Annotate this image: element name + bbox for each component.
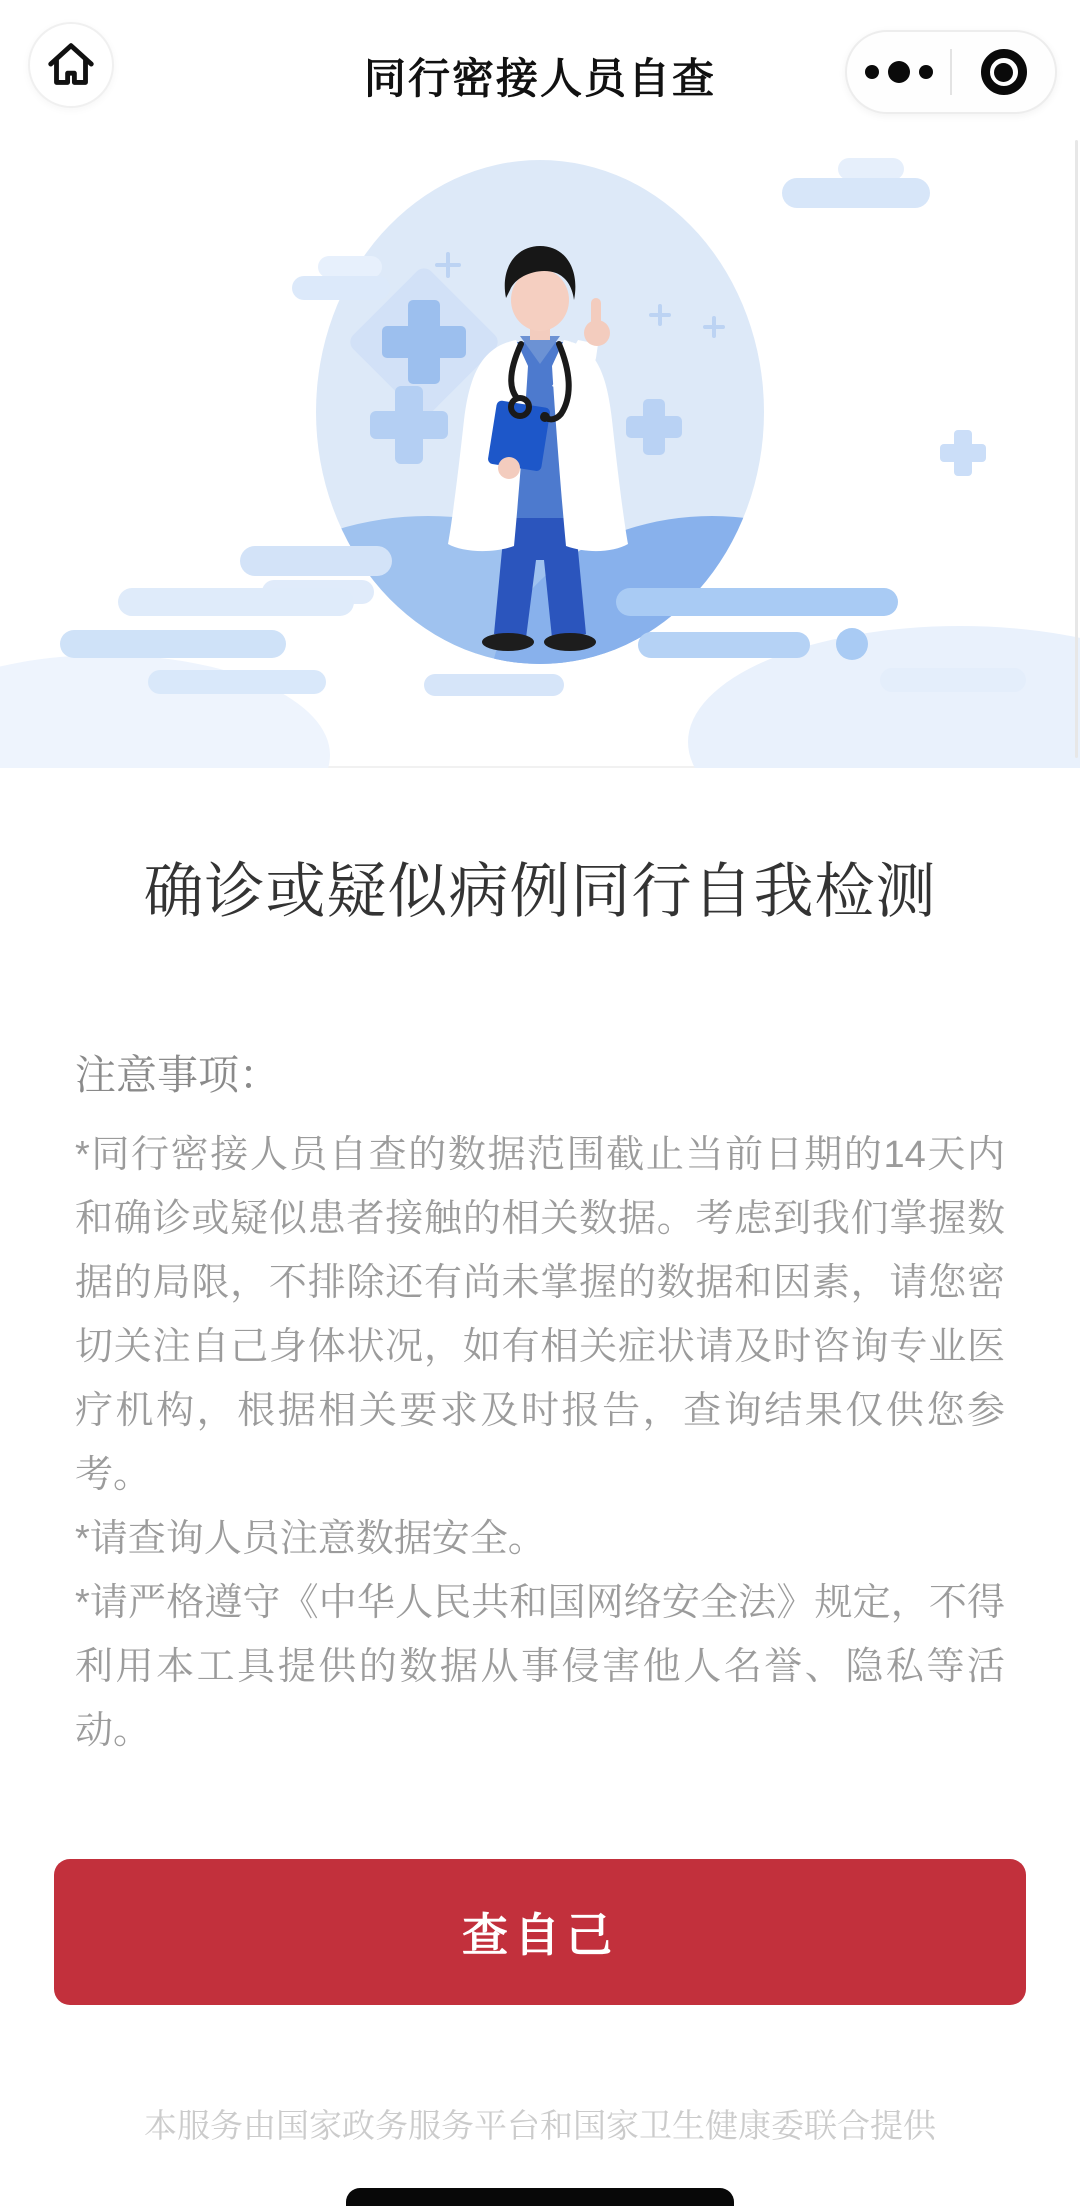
- page-header-title: 同行密接人员自查: [363, 55, 716, 102]
- bottom-black-bar: [346, 2188, 734, 2206]
- navigation-bar: [0, 0, 1080, 130]
- doctor-illustration: [0, 130, 1080, 768]
- notice-heading: 注意事项：: [75, 1052, 280, 1098]
- capsule-menu: [845, 30, 1057, 114]
- notice-paragraph-2: *请查询人员注意数据安全。: [75, 1518, 546, 1560]
- content-section: [0, 770, 1080, 2005]
- record-circle-icon: [981, 49, 1027, 95]
- notice-paragraph-1: *同行密接人员自查的数据范围截止当前日期的14天内和确诊或疑似患者接触的相关数据。考虑到我们掌握数据的局限，不排除还有尚未掌握的数据和因素，请您密切关注自己身体状况，如有相关症状请及时咨询专业医疗机构，根据相关要求及时报告，查询结果仅供您参考。: [75, 1134, 1005, 1496]
- check-self-button[interactable]: 查自己: [54, 1859, 1026, 2005]
- scrollbar[interactable]: [1075, 140, 1078, 758]
- notice-paragraph-3: *请严格遵守《中华人民共和国网络安全法》规定，不得利用本工具提供的数据从事侵害他人名誉、隐私等活动。: [75, 1582, 1005, 1752]
- service-provider-text: 本服务由国家政务服务平台和国家卫生健康委联合提供: [144, 2107, 936, 2144]
- more-button[interactable]: [847, 32, 950, 112]
- page-title: 确诊或疑似病例同行自我检测: [143, 858, 937, 925]
- notice-block: [75, 1042, 1005, 1763]
- more-dots-icon: [865, 65, 879, 79]
- illustration-section: [0, 130, 1080, 768]
- exit-button[interactable]: [952, 32, 1055, 112]
